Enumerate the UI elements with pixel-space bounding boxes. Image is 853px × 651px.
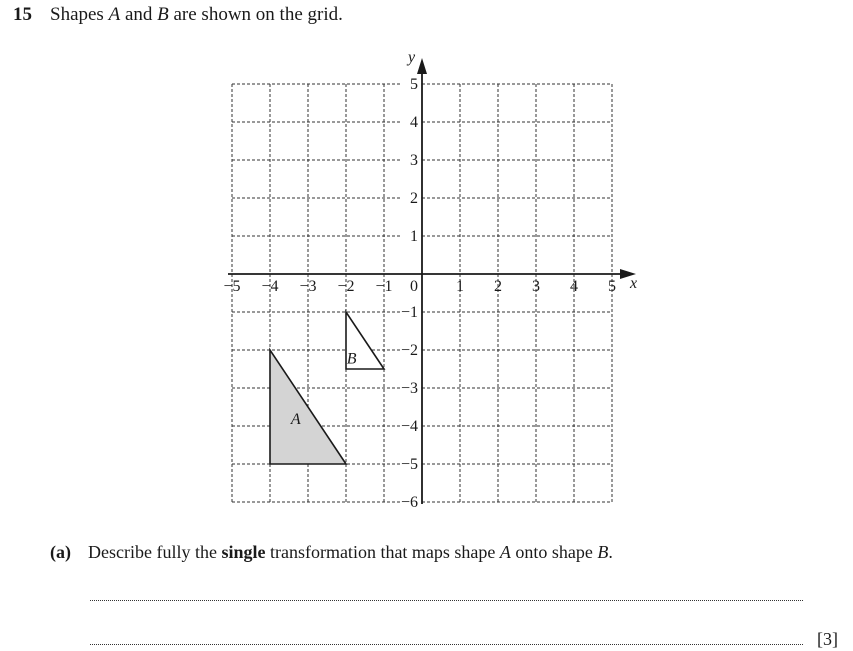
x-tick-label: −2 bbox=[337, 278, 355, 295]
shape-a-label: A bbox=[290, 411, 301, 429]
y-tick-label: 1 bbox=[410, 228, 418, 245]
part-a-text-2: transformation that maps shape bbox=[265, 542, 500, 562]
y-tick-label: 3 bbox=[410, 152, 418, 169]
part-a-label: (a) bbox=[50, 542, 71, 562]
stem-shape-b: B bbox=[157, 4, 169, 25]
y-tick-label: 4 bbox=[410, 114, 418, 131]
y-tick-label: −6 bbox=[400, 494, 418, 511]
x-tick-label: −4 bbox=[261, 278, 279, 295]
x-tick-label: 3 bbox=[532, 278, 540, 295]
y-tick-label: 5 bbox=[410, 76, 418, 93]
stem-text-3: are shown on the grid. bbox=[168, 4, 343, 25]
shape-a bbox=[270, 350, 346, 464]
answer-line-1[interactable] bbox=[90, 600, 803, 601]
y-tick-label: −2 bbox=[400, 342, 418, 359]
part-a-text-4: . bbox=[608, 542, 613, 562]
part-a-shape-b: B bbox=[597, 542, 609, 562]
x-tick-label: 1 bbox=[456, 278, 464, 295]
x-tick-label: 2 bbox=[494, 278, 502, 295]
y-axis-label: y bbox=[408, 49, 416, 66]
y-tick-label: −3 bbox=[400, 380, 418, 397]
y-axis-arrow bbox=[417, 58, 427, 74]
answer-line-2[interactable] bbox=[90, 644, 803, 645]
part-a-question bbox=[50, 542, 613, 563]
part-a-text-1: Describe fully the bbox=[88, 542, 222, 562]
shape-b-label: B bbox=[346, 350, 357, 368]
y-tick-label: −4 bbox=[400, 418, 418, 435]
y-tick-label: −5 bbox=[400, 456, 418, 473]
marks-indicator: [3] bbox=[817, 629, 838, 649]
y-tick-label: −1 bbox=[400, 304, 418, 321]
part-a-bold-word: single bbox=[221, 542, 266, 562]
x-tick-label: −3 bbox=[299, 278, 317, 295]
part-a-text-3: onto shape bbox=[510, 542, 598, 562]
x-tick-label: −5 bbox=[223, 278, 241, 295]
x-tick-label: 0 bbox=[410, 278, 418, 295]
question-number: 15 bbox=[13, 4, 32, 25]
stem-text-2: and bbox=[120, 4, 158, 25]
part-a-shape-a: A bbox=[499, 542, 511, 562]
x-tick-label: −1 bbox=[375, 278, 393, 295]
stem-text-1: Shapes bbox=[50, 4, 109, 25]
x-axis-label: x bbox=[630, 275, 638, 292]
x-tick-label: 5 bbox=[608, 278, 616, 295]
stem-shape-a: A bbox=[108, 4, 121, 25]
y-tick-label: 2 bbox=[410, 190, 418, 207]
x-tick-label: 4 bbox=[570, 278, 578, 295]
